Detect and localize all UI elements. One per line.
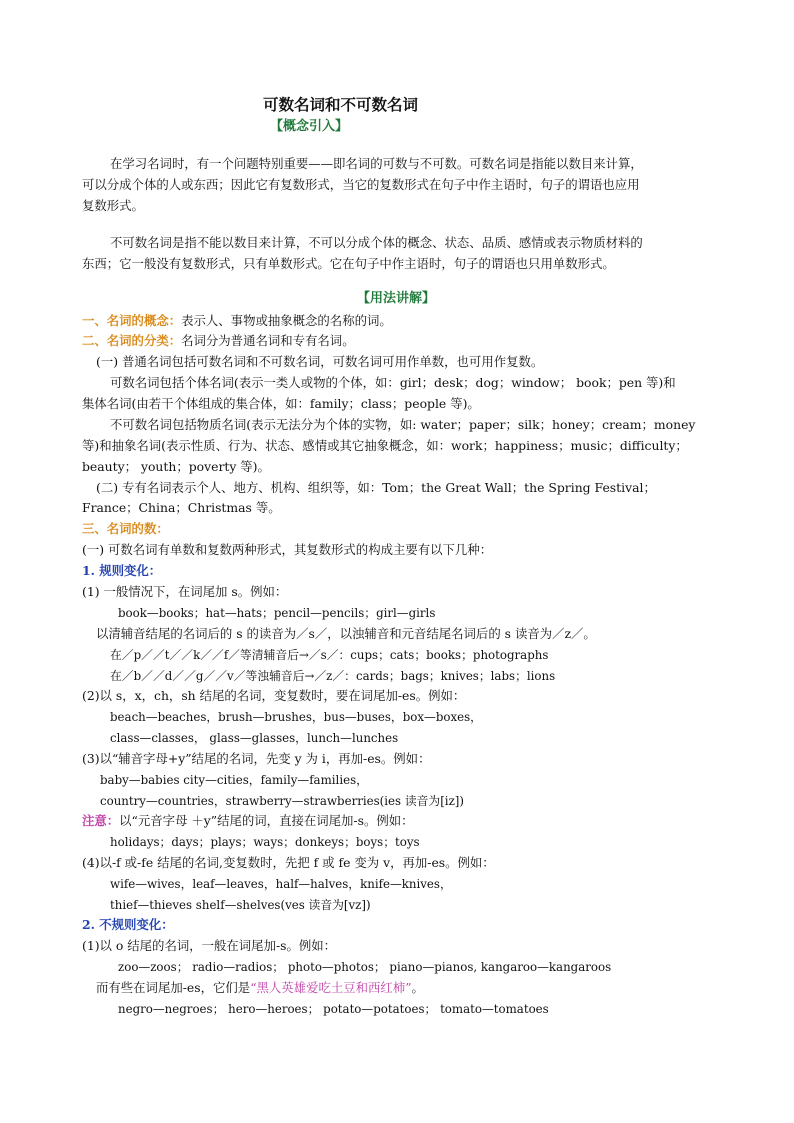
rule-2: (2)以 s，x，ch，sh 结尾的名词，变复数时，要在词尾加-es。例如： bbox=[82, 688, 466, 703]
heading-noun-concept bbox=[82, 313, 392, 329]
note-suffix: 。 bbox=[411, 980, 424, 995]
common-noun-line: (一) 普通名词包括可数名词和不可数名词，可数名词可用作单数，也可用作复数。 bbox=[96, 354, 544, 369]
rule-3: (3)以“辅音字母+y”结尾的名词，先变 y 为 i，再加-es。例如： bbox=[82, 751, 431, 766]
proper-noun-line: France；China；Christmas 等。 bbox=[82, 500, 281, 515]
note-label: 注意： bbox=[82, 813, 120, 828]
rule-3-examples: country—countries，strawberry—strawberries(ies 读音为[iz]) bbox=[100, 794, 465, 808]
rule-2-examples: class—classes， glass—glasses，lunch—lunches bbox=[110, 731, 399, 745]
rule-1-voiced: 在／b／／d／／g／／v／等浊辅音后→／z／：cards；bags；knives；labs；lions bbox=[110, 669, 556, 683]
heading-noun-number: 三、名词的数： bbox=[82, 521, 169, 536]
countable-desc-line: 集体名词(由若干个体组成的集合体，如：family；class；people 等)。 bbox=[82, 396, 480, 411]
rule-3-examples: baby—babies city—cities，family—families， bbox=[100, 773, 368, 787]
rule-4-examples: thief—thieves shelf—shelves(ves 读音为[vz]) bbox=[110, 898, 371, 912]
uncountable-desc-line: beauty； youth；poverty 等)。 bbox=[82, 459, 270, 474]
heading-noun-classification bbox=[82, 333, 355, 349]
rule-1-pronunciation-note: 以清辅音结尾的名词后的 s 的读音为／s／，以浊辅音和元音结尾名词后的 s 读音为／z／。 bbox=[96, 626, 596, 641]
section-concept-heading: 【概念引入】 bbox=[270, 119, 349, 134]
section-usage-heading: 【用法讲解】 bbox=[357, 291, 436, 306]
irregular-change-heading: 2. 不规则变化： bbox=[82, 917, 174, 932]
note-prefix: 而有些在词尾加-es，它们是 bbox=[96, 980, 251, 995]
countable-desc-line: 可数名词包括个体名词(表示一类人或物的个体，如：girl；desk；dog；window； book；pen 等)和 bbox=[110, 375, 676, 390]
intro-paragraph-2-line: 不可数名词是指不能以数目来计算，不可以分成个体的概念、状态、品质、感情或表示物质材料的 bbox=[110, 235, 643, 250]
rule-4-examples: wife—wives，leaf—leaves，half—halves，knife—knives， bbox=[110, 877, 452, 891]
note-line bbox=[82, 813, 414, 829]
rule-1: (1) 一般情况下，在词尾加 s。例如： bbox=[82, 584, 288, 599]
irregular-rule-1-examples-es: negro—negroes； hero—heroes； potato—potatoes； tomato—tomatoes bbox=[118, 1002, 549, 1016]
irregular-rule-1-examples: zoo—zoos； radio—radios； photo—photos； piano—pianos, kangaroo—kangaroos bbox=[118, 960, 612, 974]
heading-text: 名词分为普通名词和专有名词。 bbox=[181, 333, 355, 348]
uncountable-desc-line: 不可数名词包括物质名词(表示无法分为个体的实物，如: water；paper；silk；honey；cream；money bbox=[110, 417, 696, 432]
uncountable-desc-line: 等)和抽象名词(表示性质、行为、状态、感情或其它抽象概念，如：work；happiness；music；difficulty； bbox=[82, 438, 688, 453]
plural-forms-intro: (一) 可数名词有单数和复数两种形式，其复数形式的构成主要有以下几种： bbox=[82, 542, 493, 557]
intro-paragraph-2-line: 东西；它一般没有复数形式，只有单数形式。它在句子中作主语时，句子的谓语也只用单数形式。 bbox=[82, 256, 615, 271]
heading-text: 表示人、事物或抽象概念的名称的词。 bbox=[181, 313, 392, 328]
rule-1-examples: book—books；hat—hats；pencil—pencils；girl—girls bbox=[118, 606, 436, 620]
mnemonic-quote: “黑人英雄爱吃土豆和西红柿” bbox=[250, 980, 412, 995]
rule-2-examples: beach—beaches，brush—brushes，bus—buses，box—boxes， bbox=[110, 710, 482, 724]
rule-4: (4)以-f 或-fe 结尾的名词,变复数时，先把 f 或 fe 变为 v，再加-es。例如： bbox=[82, 855, 495, 870]
intro-paragraph-1-line: 复数形式。 bbox=[82, 198, 144, 213]
note-text: 以“元音字母 ＋y”结尾的词，直接在词尾加-s。例如： bbox=[119, 813, 414, 828]
regular-change-heading: 1. 规则变化： bbox=[82, 563, 162, 578]
proper-noun-line: (二) 专有名词表示个人、地方、机构、组织等，如：Tom；the Great Wall；the Spring Festival； bbox=[96, 480, 656, 495]
intro-paragraph-1-line: 可以分成个体的人或东西；因此它有复数形式，当它的复数形式在句子中作主语时，句子的谓语也应用 bbox=[82, 177, 640, 192]
intro-paragraph-1-line: 在学习名词时，有一个问题特别重要——即名词的可数与不可数。可数名词是指能以数目来计算， bbox=[110, 156, 643, 171]
irregular-rule-1-note bbox=[96, 980, 424, 996]
page-title: 可数名词和不可数名词 bbox=[263, 96, 419, 114]
irregular-rule-1: (1)以 o 结尾的名词，一般在词尾加-s。例如： bbox=[82, 938, 337, 953]
heading-label: 二、名词的分类： bbox=[82, 333, 182, 348]
rule-1-voiceless: 在／p／／t／／k／／f／等清辅音后→／s／：cups；cats；books；photographs bbox=[110, 648, 549, 662]
note-examples: holidays；days；plays；ways；donkeys；boys；toys bbox=[110, 835, 420, 849]
heading-label: 一、名词的概念： bbox=[82, 313, 182, 328]
